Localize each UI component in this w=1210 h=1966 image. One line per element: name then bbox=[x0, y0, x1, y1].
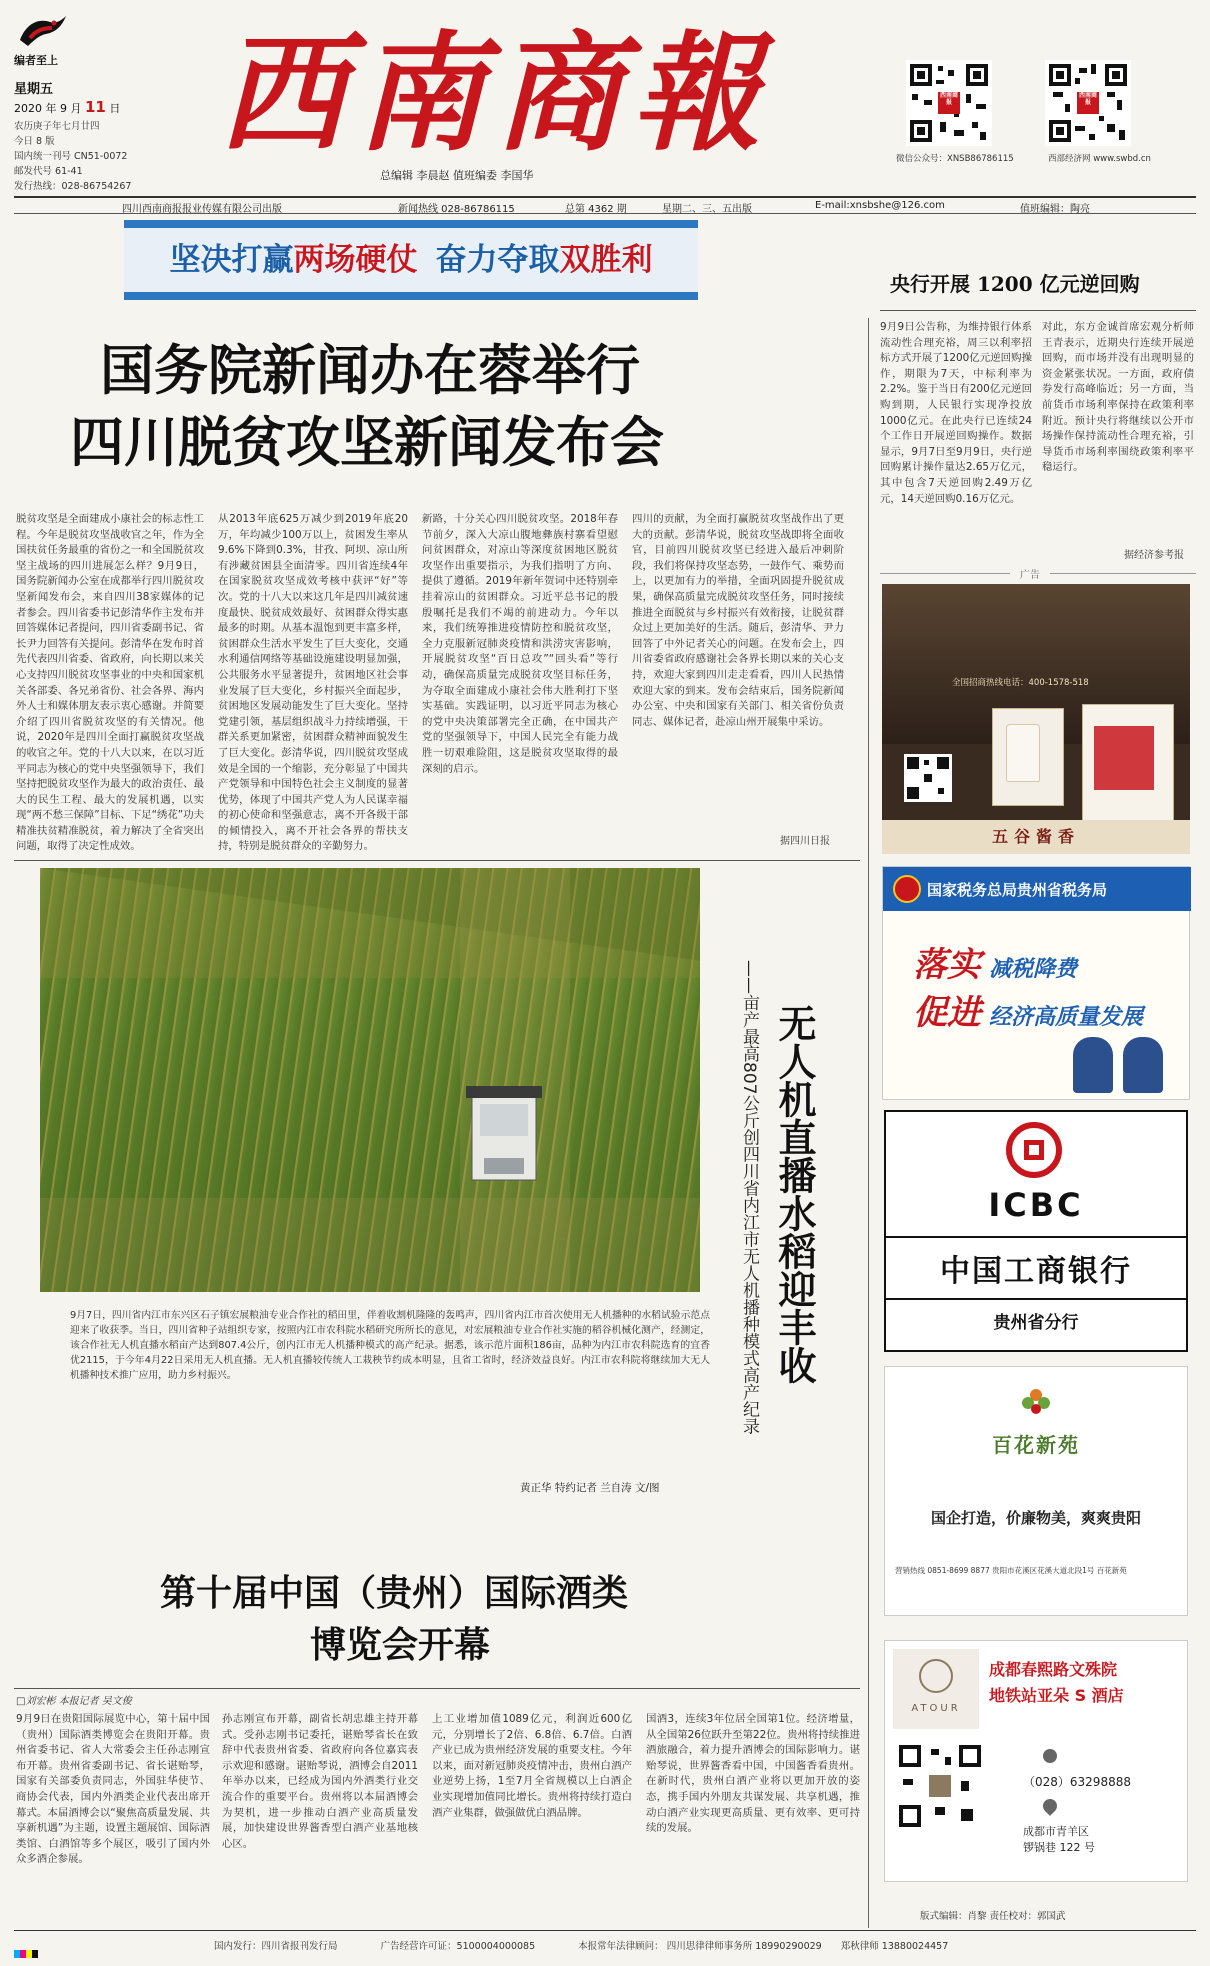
date-day: 11 bbox=[84, 98, 106, 116]
baihua-phone: 营销热线 0851-8699 8877 贵阳市花溪区花溪大道北段1号 百花新苑 bbox=[895, 1566, 1127, 1575]
atour-address-2: 锣锅巷 122 号 bbox=[1023, 1841, 1095, 1854]
atour-ad bbox=[884, 1640, 1188, 1882]
footer-printer: 国内发行：四川省报刊发行局 bbox=[214, 1941, 338, 1952]
info-schedule: 星期二、三、五出版 bbox=[662, 204, 752, 215]
photo-section-rule bbox=[14, 860, 860, 861]
page-count: 今日 8 版 bbox=[14, 136, 55, 147]
postal-code: 邮发代号 61-41 bbox=[14, 166, 83, 177]
qr-stamp-2: 西南商报 bbox=[1078, 92, 1097, 106]
atour-logo-box bbox=[893, 1649, 979, 1729]
website-qr-caption: 西部经济网 www.swbd.cn bbox=[1048, 154, 1151, 164]
tax-slogan-2a: 促进 bbox=[913, 993, 981, 1033]
icbc-divider-2 bbox=[886, 1298, 1186, 1300]
slogan-part-2: 两场硬仗 bbox=[293, 242, 418, 278]
footer-legal: 本报常年法律顾问： bbox=[578, 1941, 664, 1952]
brief-headline-rule bbox=[880, 310, 1196, 311]
photo-credit: 黄正华 特约记者 兰自涛 文/图 bbox=[520, 1482, 660, 1494]
tax-slogan-1 bbox=[913, 937, 1077, 986]
tax-slogan-1a: 落实 bbox=[913, 945, 981, 985]
photo-caption: 9月7日，四川省内江市东兴区石子镇宏展粮油专业合作社的稻田里，伴着收割机隆隆的轰鸣声，四川省内江市首次使用无人机播种的水稻试验示范点迎来了收获季。当日，四川省种子站组织专家，按照内江市农科院水稻研究所所长的意见，对宏展粮油专业合作社实施的稻谷机械化测产，经测定，该合作社无人机直播水稻亩产达到807.4公斤，创内江市无人机播种模式的高产纪录。据悉，该示范片面积186亩，品种为内江市农科院选育的宜香优2115，于今年4月22日采用无人机直播。无人机直播较传统人工栽秧节约成本明显，且省工省时，经济效益良好。内江市农科院将继续加大无人机播种技术推广应用，助力乡村振兴。 bbox=[70, 1310, 710, 1381]
icbc-logo-inner bbox=[1024, 1140, 1044, 1160]
distribution-hotline: 发行热线：028-86754267 bbox=[14, 181, 132, 192]
date-prefix: 2020 年 9 月 bbox=[14, 102, 85, 115]
footer-ad-license: 广告经营许可证：5100004000085 bbox=[380, 1941, 536, 1952]
date-suffix: 日 bbox=[105, 102, 121, 115]
issue-date bbox=[14, 98, 120, 116]
paper-logo-mark bbox=[16, 14, 68, 48]
tax-org-name: 国家税务总局贵州省税务局 bbox=[927, 881, 1108, 899]
cn-number: 国内统一刊号 CN51-0072 bbox=[14, 151, 128, 162]
photo-story-subtitle: ——亩产最高807公斤创四川省内江市无人机播种模式高产纪录 bbox=[739, 960, 759, 1435]
slogan-part-3: 奋力夺取 bbox=[435, 242, 560, 278]
icbc-ad bbox=[884, 1110, 1188, 1352]
second-column-3: 上工业增加值1089亿元，利润近600亿元，分别增长了2倍、6.8倍、6.7倍。白酒产业已成为贵州经济发展的重要支柱。今年以来，面对新冠肺炎疫情冲击，贵州白酒产业逆势上扬，1至7月全省规模以上白酒企业实现增加值同比增长。贵州将持续打造白酒产业集群，做强做优白酒品牌。 bbox=[432, 1713, 632, 1819]
tax-officer-figure-2 bbox=[1123, 1037, 1163, 1093]
phone-icon bbox=[1043, 1749, 1057, 1763]
atour-address-1: 成都市青羊区 bbox=[1023, 1825, 1089, 1838]
info-news-hotline: 新闻热线 028-86786115 bbox=[398, 204, 515, 215]
liquor-box-red-seal bbox=[1094, 726, 1154, 790]
slogan-part-1: 坚决打赢 bbox=[169, 242, 294, 278]
weekday: 星期五 bbox=[14, 82, 54, 97]
color-swatch-black bbox=[32, 1950, 38, 1958]
brief-column-1: 9月9日公告称，为维持银行体系流动性合理充裕，周三以利率招标方式开展了1200亿元逆回购操作，期限为7天，中标利率为2.2%。鉴于当日有200亿元逆回购到期，人民银行实现净投放1000亿元。在此央行已连续24个工作日开展逆回购操作。数据显示，9月7日至9月9日，央行逆回购累计操作量达2.65万亿元，其中包含7天逆回购2.49万亿元，14天逆回购0.16万亿元。 bbox=[880, 321, 1032, 505]
tax-officer-figure-1 bbox=[1073, 1037, 1113, 1093]
qr-pattern-icon bbox=[895, 1741, 985, 1831]
tax-emblem-icon bbox=[893, 875, 921, 903]
tax-ad bbox=[882, 866, 1190, 1100]
atour-logo-text: ATOUR bbox=[911, 1703, 961, 1714]
footer-rights: 郑秋律师 13880024457 bbox=[840, 1941, 949, 1952]
brief-column-2: 对此，东方金诚首席宏观分析师王青表示，近期央行连续开展逆回购，而市场并没有出现明显的资金紧张状况。一方面，政府债券发行高峰临近；另一方面，当前货币市场利率保持在政策利率附近。预计央行将继续以公开市场操作保持流动性合理充裕，引导货币市场利率围绕政策利率平稳运行。 bbox=[1042, 321, 1194, 474]
second-headline-line-1: 第十届中国（贵州）国际酒类 bbox=[160, 1572, 629, 1614]
phoenix-icon bbox=[16, 14, 68, 48]
liquor-qr bbox=[904, 754, 952, 802]
footer-line bbox=[14, 1938, 1196, 1952]
brief-headline: 央行开展 1200 亿元逆回购 bbox=[890, 272, 1140, 296]
icbc-logo-icon bbox=[1006, 1122, 1062, 1178]
baihua-slogan: 国企打造，价廉物美，爽爽贵阳 bbox=[930, 1509, 1141, 1527]
second-column-2: 孙志刚宣布开幕，副省长胡忠雄主持开幕式。受孙志刚书记委托，谌贻琴省长在致辞中代表贵州省委、省政府向各位嘉宾表示欢迎和感谢。谌贻琴说，酒博会自2011年举办以来，已经成为国内外酒类行业交流合作的重要平台。贵州将以本届酒博会为契机，进一步推动白酒产业高质量发展，加快建设世界酱香型白酒产业基地核心区。 bbox=[222, 1713, 418, 1850]
qr-stamp-1: 西南商报 bbox=[939, 92, 958, 106]
atour-qr bbox=[895, 1741, 985, 1831]
location-pin-icon bbox=[1040, 1796, 1060, 1816]
liquor-ad bbox=[882, 584, 1190, 854]
atour-name-1: 成都春熙路文殊院 bbox=[989, 1660, 1118, 1679]
wechat-qr-caption: 微信公众号：XNSB86786115 bbox=[896, 154, 1014, 164]
ad-label-rule-left bbox=[880, 573, 1010, 574]
lead-column-2: 从2013年底625万减少到2019年底20万，年均减少100万以上，贫困发生率从9.6%下降到0.3%，甘孜、阿坝、凉山所有涉藏贫困县全面清零。四川省连续4年在国家脱贫攻坚成效考核中获评“好”等次。党的十八大以来这几年是四川减贫速度最快、脱贫成效最好、贫困群众得实惠最多的时期。从基本温饱到更丰富多样，贫困群众生活水平发生了巨大变化，交通水利通信网络等基础设施建设明显加强，公共服务水平显著提升，贫困地区社会事业发展了巨大变化，乡村振兴全面起步，贫困地区发展动能发生了巨大变化。坚持党建引领，基层组织战斗力持续增强，干群关系更加紧密，贫困群众精神面貌发生了巨大变化。彭清华说，四川脱贫攻坚成效是全国的一个缩影，充分彰显了中国共产党领导和中国特色社会主义制度的显著优势，体现了中国共产党人为人民谋幸福的初心使命和坚强意志，离不开各级干部的倾情投入，离不开社会各界的帮扶支持，特别是脱贫群众的辛勤努力。 bbox=[218, 513, 408, 853]
photo-story-title: 无人机直播水稻迎丰收 bbox=[772, 1004, 817, 1384]
lead-headline-line-2: 四川脱贫攻坚新闻发布会 bbox=[70, 411, 664, 474]
liquor-brand: 五谷酱香 bbox=[882, 820, 1190, 854]
baihua-brand: 百花新苑 bbox=[992, 1433, 1080, 1457]
tax-slogan-2 bbox=[913, 985, 1143, 1034]
atour-name-2: 地铁站亚朵 S 酒店 bbox=[989, 1686, 1124, 1705]
lead-column-1: 脱贫攻坚是全面建成小康社会的标志性工程。今年是脱贫攻坚战收官之年，作为全国扶贫任务最重的省份之一和全国脱贫攻坚主战场的四川进展怎么样？9月9日，国务院新闻办公室在成都举行四川脱贫攻坚新闻发布会，来自四川38家媒体的记者参会。四川省委书记彭清华作主发布并回答媒体记者提问，四川省委副书记、省长尹力回答有关提问。彭清华在发布时首先代表四川省委、省政府，向长期以来关心支持四川脱贫攻坚事业的中央和国家机关各部委、各兄弟省份、社会各界、海内外人士和媒体朋友表示衷心感谢。并简要介绍了四川省脱贫攻坚的有关情况。他说，2020年是四川全面打赢脱贫攻坚战的收官之年。党的十八大以来，在以习近平同志为核心的党中央坚强领导下，我们坚持把脱贫攻坚作为最大的政治责任、最大的民生工程、最大的发展机遇，以实现“两不愁三保障”目标、下足“绣花”功夫精准扶贫精准脱贫，着力解决了全省突出问题，取得了决定性成效。 bbox=[16, 513, 204, 853]
main-column-divider bbox=[868, 318, 869, 1928]
rice-field-photo bbox=[40, 868, 700, 1292]
liquor-ad-hotline: 全国招商热线电话：400-1578-518 bbox=[952, 678, 1089, 688]
info-publisher: 四川西南商报报业传媒有限公司出版 bbox=[122, 204, 282, 215]
lunar-date: 农历庚子年七月廿四 bbox=[14, 121, 100, 132]
atour-a-icon bbox=[919, 1659, 953, 1693]
info-email: E-mail:xnsbshe@126.com bbox=[815, 200, 945, 211]
icbc-divider bbox=[886, 1236, 1186, 1238]
slogan-banner bbox=[124, 220, 698, 300]
icbc-abbr: ICBC bbox=[988, 1186, 1084, 1224]
baihua-ad bbox=[884, 1366, 1188, 1616]
lead-column-3: 新路，十分关心四川脱贫攻坚。2018年春节前夕，深入大凉山腹地彝族村寨看望慰问贫困群众，对凉山等深度贫困地区脱贫攻坚作出重要指示，为我们指明了方向、提供了遵循。2019年新年贺词中还特别牵挂着凉山的贫困群众。习近平总书记的殷殷嘱托是我们不竭的前进动力。今年以来，我们统筹推进疫情防控和脱贫攻坚，全力克服新冠肺炎疫情和洪涝灾害影响，开展脱贫攻坚“百日总攻”“回头看”等行动，确保高质量完成脱贫攻坚目标任务，为夺取全面建成小康社会伟大胜利打下坚实基础。实践证明，以习近平同志为核心的党中央决策部署完全正确，在中国共产党的坚强领导下，中国人民完全有能力战胜一切艰难险阻，这是脱贫攻坚取得的最深刻的启示。 bbox=[422, 513, 618, 775]
atour-phone: （028）63298888 bbox=[1023, 1775, 1131, 1789]
layout-credits: 版式编辑：肖黎 责任校对：郭国武 bbox=[920, 1911, 1066, 1922]
paper-title: 西南商報 bbox=[218, 19, 771, 169]
lead-headline-line-1: 国务院新闻办在蓉举行 bbox=[100, 339, 640, 402]
logo-caption: 编者至上 bbox=[14, 54, 58, 67]
qr-pattern-icon bbox=[904, 754, 952, 802]
second-column-4: 国酒3，连续3年位居全国第1位。经济增量，从全国第26位跃升至第22位。贵州将持续推进酒旅融合，着力提升酒博会的国际影响力。谌贻琴说，世界酱香看中国，中国酱香看贵州。在新时代，贵州白酒产业将以更加开放的姿态，携手国内外朋友共谋发展、共享机遇，推动白酒产业实现更高质量、更有效率、更可持续的发展。 bbox=[646, 1713, 860, 1835]
info-issue: 总第 4362 期 bbox=[565, 204, 627, 215]
editor-line: 总编辑 李晨赵 值班编委 李国华 bbox=[380, 169, 534, 182]
slogan-text bbox=[124, 230, 698, 290]
flower-icon bbox=[1019, 1385, 1053, 1419]
second-column-1: 9月9日在贵阳国际展览中心，第十届中国（贵州）国际酒类博览会在贵阳开幕。贵州省委书记、省人大常委会主任孙志刚宣布开幕。贵州省委副书记、省长谌贻琴，国家有关部委负责同志，外国驻华使节、商协会代表，国内外酒类企业代表出席开幕式。本届酒博会以“聚焦高质量发展、共享新机遇”为主题，设置主题展馆、国际酒类馆、白酒馆等多个展区，吸引了国内外众多酒企参展。 bbox=[16, 1713, 210, 1866]
flower-icon bbox=[1019, 1385, 1053, 1419]
masthead-rule-top bbox=[14, 196, 1196, 198]
harvest-photo-art bbox=[40, 868, 700, 1292]
lead-source: 据四川日报 bbox=[780, 836, 830, 847]
liquor-bottle bbox=[1006, 724, 1040, 782]
ad-label: 广告 bbox=[1020, 570, 1040, 581]
tax-slogan-1b: 减税降费 bbox=[989, 957, 1078, 982]
brief-source: 据经济参考报 bbox=[1124, 550, 1184, 561]
footer-rule bbox=[14, 1930, 1196, 1931]
tax-slogan-2b: 经济高质量发展 bbox=[989, 1005, 1144, 1030]
second-headline-line-2: 博览会开幕 bbox=[310, 1624, 491, 1666]
color-registration-bar bbox=[14, 1950, 38, 1958]
lead-column-4: 四川的贡献，为全面打赢脱贫攻坚战作出了更大的贡献。彭清华说，脱贫攻坚战即将全面收官，目前四川脱贫攻坚已经进入最后冲刺阶段，我们将保持攻坚态势，一鼓作气、乘势而上，以更加有力的举措，全面巩固提升脱贫成果，确保高质量完成脱贫攻坚任务，同时接续推进全面脱贫与乡村振兴有效衔接，让脱贫群众过上更加美好的生活。随后，彭清华、尹力回答了中外记者关心的问题。在发布会上，四川省委省政府感谢社会各界长期以来的关心支持，欢迎大家到四川走走看看，四川人民热情欢迎大家的到来。发布会结束后，国务院新闻办公室、中央和国家有关部门、相关省份负责同志、媒体记者，赴凉山州开展集中采访。 bbox=[632, 513, 844, 728]
footer-law-firm: 四川思律律师事务所 18990290029 bbox=[666, 1941, 822, 1952]
second-byline: □刘宏彬 本报记者 吴文俊 bbox=[16, 1696, 132, 1707]
ad-label-rule-right bbox=[1050, 573, 1196, 574]
second-byline-rule bbox=[14, 1688, 860, 1689]
icbc-branch: 贵州省分行 bbox=[993, 1313, 1079, 1333]
combine-harvester bbox=[466, 1086, 542, 1180]
info-duty-editor: 值班编辑：陶亮 bbox=[1020, 204, 1090, 215]
slogan-part-4: 双胜利 bbox=[559, 242, 653, 278]
icbc-name: 中国工商银行 bbox=[940, 1254, 1132, 1289]
